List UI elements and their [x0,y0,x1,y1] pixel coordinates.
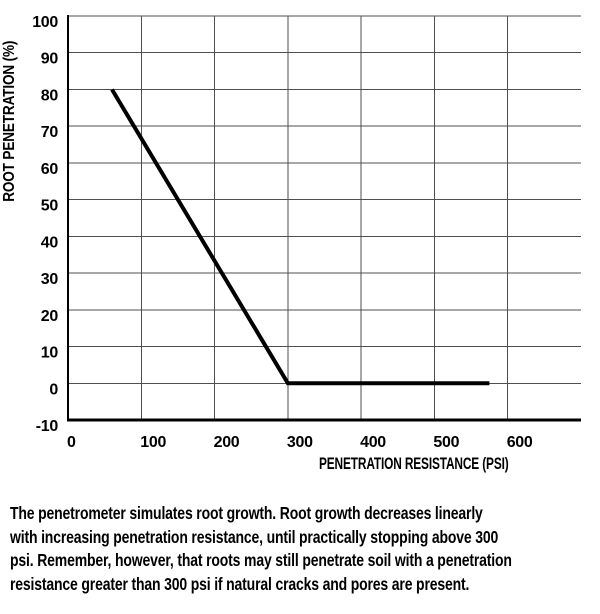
y-tick-label: 90 [40,50,58,68]
x-tick-label: 200 [213,434,240,451]
caption-line: with increasing penetration resistance, until practically stopping above 300 [10,526,499,547]
y-tick-label: 50 [40,197,58,215]
y-tick-label: 20 [40,307,58,325]
x-tick-label: 600 [506,434,533,451]
y-tick-label: 100 [32,14,58,31]
y-tick-label: 80 [40,87,58,105]
caption-line: The penetrometer simulates root growth. Root growth decreases linearly [10,503,483,523]
y-axis-title-text: ROOT PENETRATION (%) [1,40,18,202]
x-tick-label: 0 [67,434,76,451]
caption [10,502,512,596]
y-tick-label: 40 [40,234,58,252]
y-tick-label: 0 [49,381,58,399]
y-tick-label: 60 [40,160,58,178]
y-tick-label: 30 [40,271,58,289]
y-tick-label: 70 [40,124,58,142]
y-axis-title [1,11,25,231]
y-tick-label: 10 [40,344,58,362]
y-tick-label: -10 [35,418,58,435]
caption-line: resistance greater than 300 psi if natural cracks and pores are present. [10,573,470,594]
x-axis-title [319,455,582,474]
x-tick-label: 100 [140,434,167,451]
caption-line: psi. Remember, however, that roots may still penetrate soil with a penetration [10,550,512,570]
x-tick-label: 300 [286,434,313,451]
x-tick-label: 500 [433,434,460,451]
x-axis-title-text: PENETRATION RESISTANCE (PSI) [319,455,509,473]
x-tick-label: 400 [360,434,386,451]
